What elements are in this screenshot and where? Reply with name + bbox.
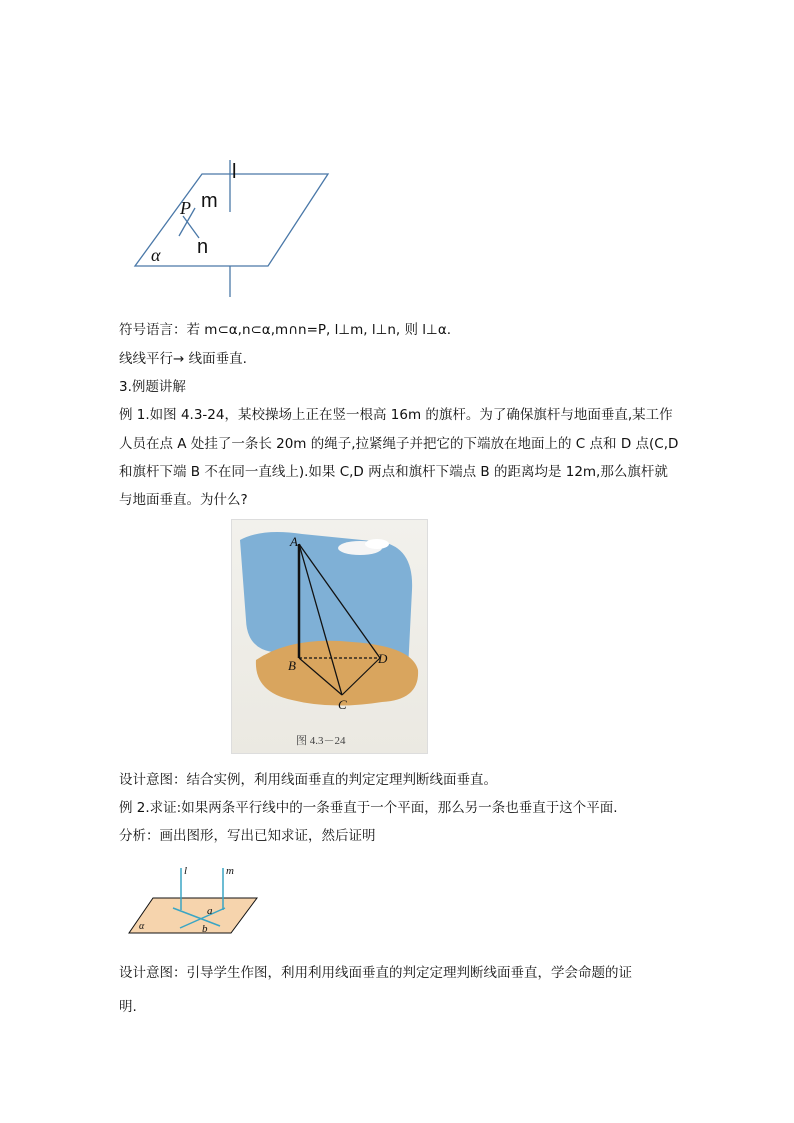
label-B: B [288, 658, 296, 673]
symbolic-language: 符号语言：若 m⊂α,n⊂α,m∩n=P, l⊥m, l⊥n, 则 l⊥α. [119, 322, 452, 338]
figure-flagpole-photo [231, 519, 428, 754]
figure1-svg [125, 160, 340, 300]
example1-line3: 和旗杆下端 B 不在同一直线上).如果 C,D 两点和旗杆下端点 B 的距离均是 12m,那么旗杆就 [119, 464, 668, 480]
ground-region [256, 641, 418, 706]
cloud-small [365, 539, 389, 549]
figure-caption: 图 4.3－24 [296, 735, 346, 747]
example1-line1: 例 1.如图 4.3-24，某校操场上正在竖一根高 16m 的旗杆。为了确保旗杆与地面垂直,某工作 [119, 407, 673, 423]
design-intent-2-line2: 明. [119, 999, 137, 1015]
label-p: P [180, 198, 191, 218]
label-n: n [197, 236, 209, 258]
label-a: a [207, 905, 213, 917]
figure2-svg [232, 520, 427, 753]
label-C: C [338, 697, 347, 712]
analysis: 分析：画出图形，写出已知求证，然后证明 [119, 828, 376, 844]
label-l: l [184, 865, 188, 877]
label-m: m [201, 190, 218, 212]
label-alpha: α [139, 921, 145, 932]
label-alpha: α [151, 245, 161, 265]
label-A: A [290, 534, 298, 549]
figure-line-plane-perpendicular [125, 160, 340, 300]
design-intent-1: 设计意图：结合实例，利用线面垂直的判定定理判断线面垂直。 [119, 772, 497, 788]
parallel-to-perpendicular: 线线平行→ 线面垂直. [119, 351, 247, 367]
label-l: l [232, 161, 237, 183]
example1-line4: 与地面垂直。为什么? [119, 492, 248, 508]
design-intent-2-line1: 设计意图：引导学生作图，利用利用线面垂直的判定定理判断线面垂直，学会命题的证 [119, 965, 632, 981]
figure3-svg [125, 860, 265, 938]
label-b: b [202, 923, 208, 935]
section-heading: 3.例题讲解 [119, 379, 186, 395]
example1-line2: 人员在点 A 处挂了一条长 20m 的绳子,拉紧绳子并把它的下端放在地面上的 C 点和 D 点(C,D [119, 436, 679, 452]
label-m: m [226, 865, 234, 877]
line-n [183, 216, 199, 238]
example2: 例 2.求证:如果两条平行线中的一条垂直于一个平面，那么另一条也垂直于这个平面. [119, 800, 618, 816]
plane-alpha [135, 174, 328, 266]
figure-parallel-lines-plane [125, 860, 265, 938]
label-D: D [378, 651, 388, 666]
